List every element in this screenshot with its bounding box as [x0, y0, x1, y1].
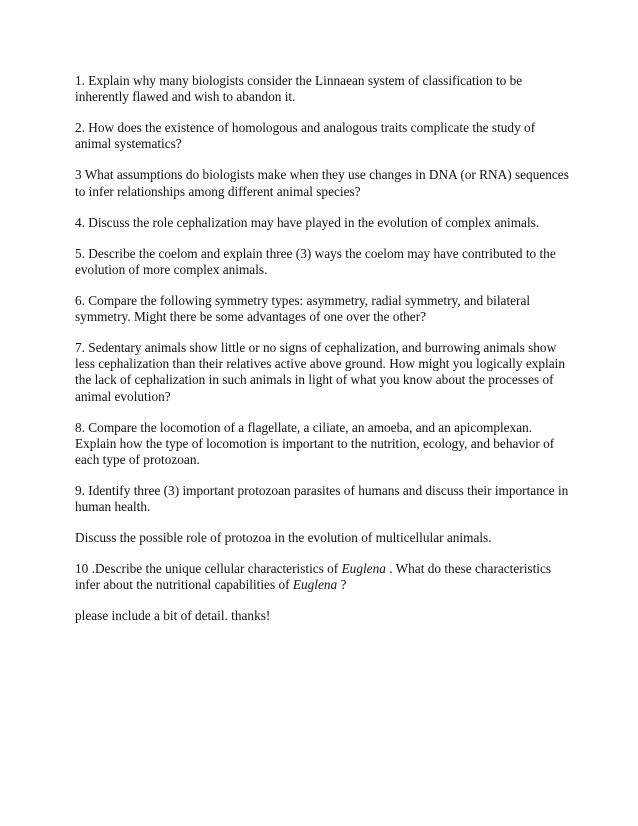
document-body: [75, 73, 570, 639]
question-2: 2. How does the existence of homologous and analogous traits complicate the study of animal systematics?: [75, 120, 536, 152]
closing-note: please include a bit of detail. thanks!: [75, 608, 271, 624]
protozoa-discussion: Discuss the possible role of protozoa in the evolution of multicellular animals.: [75, 530, 492, 546]
question-10-part1: 10 .Describe the unique cellular characteristics of: [75, 561, 342, 577]
question-10: [75, 561, 570, 593]
question-6: 6. Compare the following symmetry types: asymmetry, radial symmetry, and bilateral symmetry. Might there be some advantages of one over the other?: [75, 292, 531, 325]
question-10-part3: ?: [337, 577, 347, 593]
question-7: 7. Sedentary animals show little or no signs of cephalization, and burrowing animals show less cephalization than their relatives active above ground. How might you logically explain the lack of cephalization in such animals in light of what you know about the processes of animal evolution?: [75, 340, 565, 404]
euglena-term: Euglena: [292, 577, 338, 593]
question-1: 1. Explain why many biologists consider the Linnaean system of classification to be inherently flawed and wish to abandon it.: [75, 73, 523, 105]
question-9: 9. Identify three (3) important protozoan parasites of humans and discuss their importance in human health.: [75, 483, 569, 515]
question-5: 5. Describe the coelom and explain three (3) ways the coelom may have contributed to the evolution of more complex animals.: [75, 245, 556, 277]
question-4: 4. Discuss the role cephalization may have played in the evolution of complex animals.: [75, 214, 540, 230]
question-8: 8. Compare the locomotion of a flagellate, a ciliate, an amoeba, and an apicomplexan. Explain how the type of locomotion is important to the nutrition, ecology, and behavior of each type of protozoan.: [75, 419, 555, 468]
question-3: 3 What assumptions do biologists make when they use changes in DNA (or RNA) sequences to infer relationships among different animal species?: [75, 167, 569, 199]
euglena-term: Euglena: [341, 561, 386, 577]
question-10-part2: . What do these characteristics infer about the nutritional capabilities of: [75, 561, 552, 593]
